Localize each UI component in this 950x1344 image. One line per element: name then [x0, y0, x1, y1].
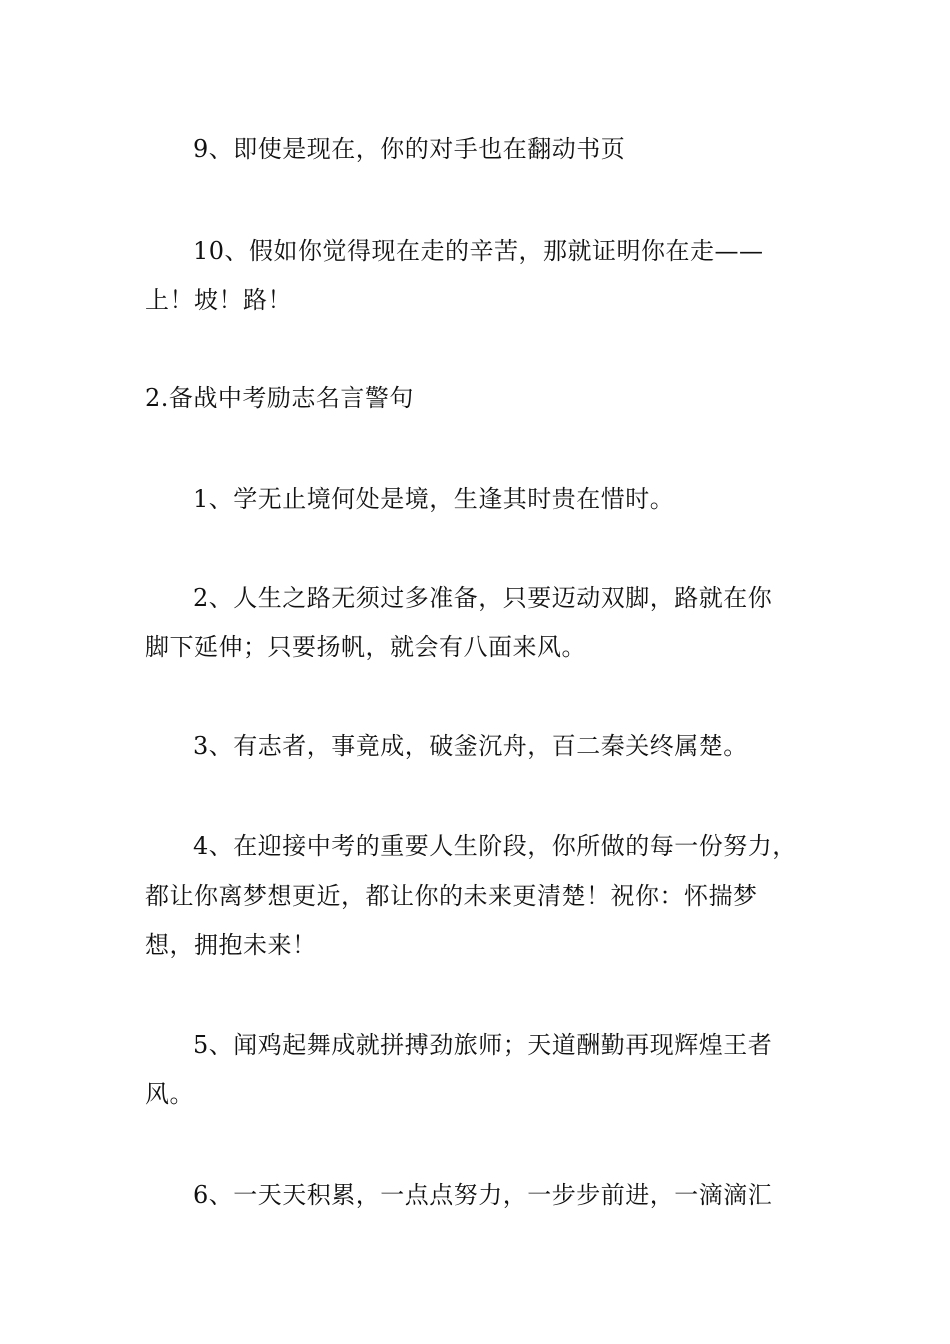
- quote-5-line-2: 风。: [145, 1080, 194, 1108]
- quote-2-line-1: 2、人生之路无须过多准备，只要迈动双脚，路就在你: [193, 584, 773, 612]
- quote-9-line-1: 9、即使是现在，你的对手也在翻动书页: [193, 135, 626, 163]
- quote-2-line-2: 脚下延伸；只要扬帆，就会有八面来风。: [145, 633, 586, 661]
- quote-4-line-2: 都让你离梦想更近，都让你的未来更清楚！祝你：怀揣梦: [145, 882, 758, 910]
- quote-4-line-1: 4、在迎接中考的重要人生阶段，你所做的每一份努力，: [193, 832, 797, 860]
- quote-10-line-2: 上！坡！路！: [145, 286, 292, 314]
- quote-6-line-1: 6、一天天积累，一点点努力，一步步前进，一滴滴汇: [193, 1181, 773, 1209]
- quote-1-line-1: 1、学无止境何处是境，生逢其时贵在惜时。: [193, 485, 675, 513]
- section-heading: 2.备战中考励志名言警句: [145, 384, 414, 412]
- quote-10-line-1: 10、假如你觉得现在走的辛苦，那就证明你在走——: [193, 237, 764, 265]
- quote-4-line-3: 想，拥抱未来！: [145, 931, 317, 959]
- quote-3-line-1: 3、有志者，事竟成，破釜沉舟，百二秦关终属楚。: [193, 732, 748, 760]
- quote-5-line-1: 5、闻鸡起舞成就拼搏劲旅师；天道酬勤再现辉煌王者: [193, 1031, 773, 1059]
